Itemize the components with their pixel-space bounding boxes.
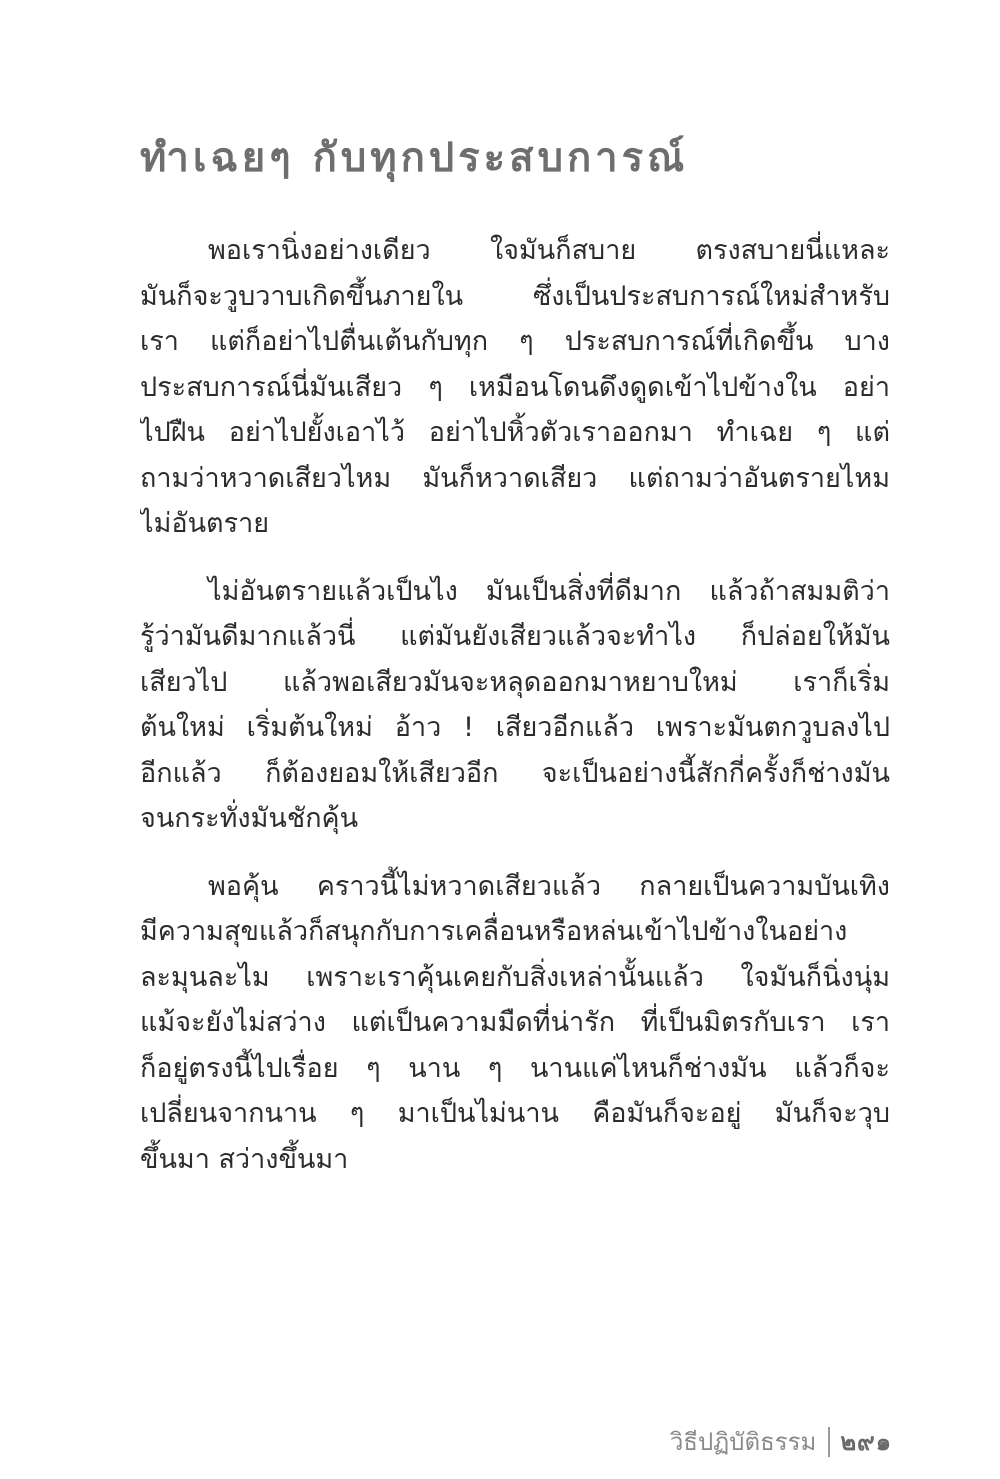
page-number: ๒๙๑	[840, 1428, 892, 1456]
book-title: วิธีปฏิบัติธรรม	[669, 1428, 817, 1456]
text-line: ไม่อันตรายแล้วเป็นไง มันเป็นสิ่งที่ดีมาก แล้วถ้าสมมติว่า	[208, 575, 890, 607]
text-line: ละมุนละไม เพราะเราคุ้นเคยกับสิ่งเหล่านั้นแล้ว ใจมันก็นิ่งนุ่ม	[140, 961, 890, 993]
paragraph-1	[140, 228, 890, 547]
paragraph-3	[140, 864, 890, 1183]
page-footer	[670, 1422, 892, 1462]
text-line: ไม่อันตราย	[140, 508, 270, 539]
text-line: เปลี่ยนจากนาน ๆ มาเป็นไม่นาน คือมันก็จะอยู่ มันก็จะวุบ	[140, 1098, 890, 1129]
text-line: ถามว่าหวาดเสียวไหม มันก็หวาดเสียว แต่ถามว่าอันตรายไหม	[140, 462, 890, 494]
text-line: แม้จะยังไม่สว่าง แต่เป็นความมืดที่น่ารัก ที่เป็นมิตรกับเรา เรา	[140, 1007, 890, 1038]
text-line: ก็อยู่ตรงนี้ไปเรื่อย ๆ นาน ๆ นานแค่ไหนก็ช่างมัน แล้วก็จะ	[140, 1052, 890, 1084]
text-line: ขึ้นมา สว่างขึ้นมา	[140, 1143, 349, 1175]
footer-divider	[828, 1427, 830, 1457]
text-line: พอเรานิ่งอย่างเดียว ใจมันก็สบาย ตรงสบายนี่แหละ	[208, 235, 890, 266]
text-line: พอคุ้น คราวนี้ไม่หวาดเสียวแล้ว กลายเป็นความบันเทิง	[208, 870, 890, 902]
body-text	[140, 228, 890, 1204]
paragraph-2	[140, 569, 890, 842]
text-line: ประสบการณ์นี่มันเสียว ๆ เหมือนโดนดึงดูดเข้าไปข้างใน อย่า	[140, 371, 890, 403]
text-line: เรา แต่ก็อย่าไปตื่นเต้นกับทุก ๆ ประสบการณ์ที่เกิดขึ้น บาง	[140, 326, 890, 357]
text-line: ต้นใหม่ เริ่มต้นใหม่ อ้าว ! เสียวอีกแล้ว เพราะมันตกวูบลงไป	[140, 712, 890, 743]
text-line: ไปฝืน อย่าไปยั้งเอาไว้ อย่าไปหิ้วตัวเราออกมา ทำเฉย ๆ แต่	[140, 417, 890, 448]
text-line: อีกแล้ว ก็ต้องยอมให้เสียวอีก จะเป็นอย่างนี้สักกี่ครั้งก็ช่างมัน	[140, 757, 890, 789]
text-line: เสียวไป แล้วพอเสียวมันจะหลุดออกมาหยาบใหม่ เราก็เริ่ม	[140, 666, 890, 698]
text-line: รู้ว่ามันดีมากแล้วนี่ แต่มันยังเสียวแล้วจะทำไง ก็ปล่อยให้มัน	[140, 621, 890, 652]
text-line: มันก็จะวูบวาบเกิดขึ้นภายใน ซึ่งเป็นประสบการณ์ใหม่สำหรับ	[140, 280, 890, 312]
text-line: จนกระทั่งมันชักคุ้น	[140, 803, 359, 834]
text-line: มีความสุขแล้วก็สนุกกับการเคลื่อนหรือหล่นเข้าไปข้างในอย่าง	[140, 916, 848, 947]
section-heading: ทำเฉยๆ กับทุกประสบการณ์	[140, 134, 689, 181]
